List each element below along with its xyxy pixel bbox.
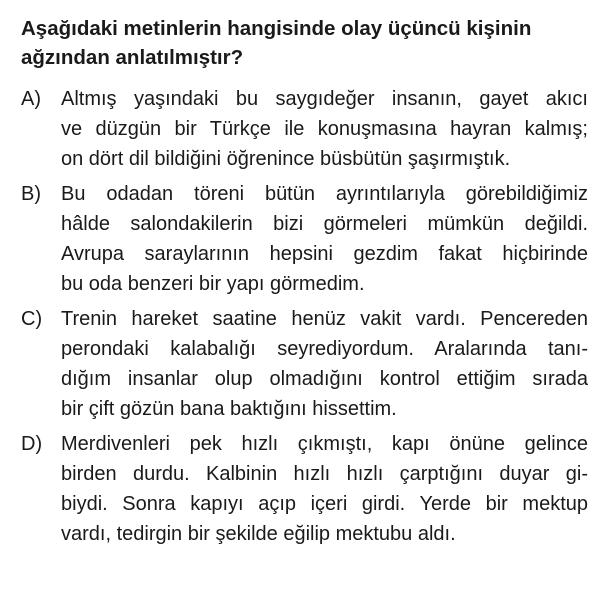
option-text-line: hâlde salondakilerin bizi görmeleri mümkün değildi. <box>61 213 588 235</box>
option-b[interactable] <box>21 179 587 299</box>
option-text-line: Bu odadan töreni bütün ayrıntılarıyla görebildiğimiz <box>61 183 588 205</box>
option-text-line: vardı, tedirgin bir şekilde eğilip mektubu aldı. <box>61 523 456 545</box>
option-c[interactable] <box>21 304 587 424</box>
option-text-line: bu oda benzeri bir yapı görmedim. <box>61 273 365 295</box>
option-text-line: Altmış yaşındaki bu saygıdeğer insanın, gayet akıcı <box>61 88 588 110</box>
option-letter: A) <box>21 88 41 110</box>
option-text-line: Merdivenleri pek hızlı çıkmıştı, kapı önüne gelince <box>61 433 588 455</box>
option-text-line: birden durdu. Kalbinin hızlı hızlı çarptığını duyar gi- <box>61 463 588 485</box>
option-letter: D) <box>21 433 43 455</box>
option-text-line: Avrupa saraylarının hepsini gezdim fakat hiçbirinde <box>61 243 588 265</box>
option-text-line: on dört dil bildiğini öğrenince büsbütün şaşırmıştık. <box>61 148 511 170</box>
option-d[interactable] <box>21 429 587 549</box>
option-text-line: ve düzgün bir Türkçe ile konuşmasına hayran kalmış; <box>61 118 588 140</box>
option-a[interactable] <box>21 84 587 174</box>
option-text-line: biydi. Sonra kapıyı açıp içeri girdi. Yerde bir mektup <box>61 493 588 515</box>
option-letter: C) <box>21 308 43 330</box>
option-text-line: dığım insanlar olup olmadığını kontrol ettiğim sırada <box>61 368 588 390</box>
question-stem <box>21 14 587 72</box>
question-stem-line: ağzından anlatılmıştır? <box>21 46 244 69</box>
question-stem-line: Aşağıdaki metinlerin hangisinde olay üçüncü kişinin <box>21 17 532 40</box>
option-text-line: perondaki kalabalığı seyrediyordum. Aralarında tanı- <box>61 338 588 360</box>
option-letter: B) <box>21 183 41 205</box>
option-text-line: bir çift gözün bana baktığını hissettim. <box>61 398 397 420</box>
question-block <box>21 14 587 554</box>
option-text-line: Trenin hareket saatine henüz vakit vardı. Pencereden <box>61 308 588 330</box>
